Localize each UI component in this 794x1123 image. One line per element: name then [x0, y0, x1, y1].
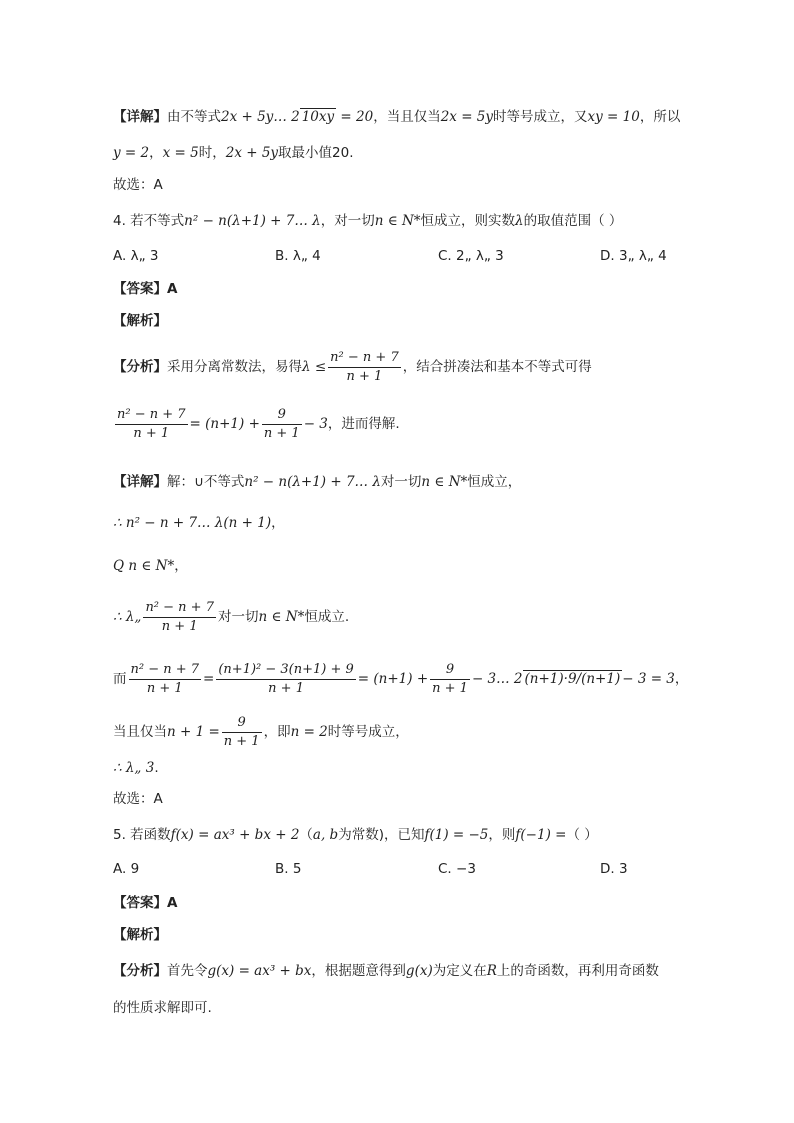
analysis-heading-4: 【解析】	[113, 313, 167, 329]
step-2: Q n ∈ N*，	[113, 558, 188, 574]
fraction: $\frac{\text{n² − n + 7}}{n + 1}$	[330, 349, 399, 384]
step-6: ∴ λ„ 3.	[113, 760, 159, 776]
q5-option-b: B. 5	[275, 861, 302, 877]
answer-5: 【答案】A	[113, 895, 178, 911]
analysis-4-line-1: 【分析】采用分离常数法，易得λ ≤ $\frac{\text{n² − n + 7}}{n + 1}$ ，结合拼凑法和基本不等式可得	[113, 349, 592, 384]
q4-option-b: B. λ„ 4	[275, 248, 321, 264]
fraction: $\frac{\text{n² − n + 7}}{n + 1}$	[117, 406, 186, 441]
q5-option-d: D. 3	[600, 861, 628, 877]
choose-line: 故选：A	[113, 177, 163, 193]
fraction: $\frac{9}{n + 1}$	[263, 406, 300, 441]
solution-line-2: y = 2，x = 5时，2x + 5y取最小值20.	[113, 145, 354, 161]
q4-option-a: A. λ„ 3	[113, 248, 159, 264]
analysis-5-line-2: 的性质求解即可.	[113, 1000, 212, 1016]
fraction: $\frac{\text{n² − n + 7}}{n + 1}$	[145, 599, 214, 634]
fraction: $\frac{9}{n + 1}$	[223, 714, 260, 749]
question-4: 4. 若不等式n² − n(λ+1) + 7… λ，对一切n ∈ N*恒成立，则实数λ的取值范围（ ）	[113, 213, 623, 229]
answer-4: 【答案】A	[113, 281, 178, 297]
step-1: ∴ n² − n + 7… λ(n + 1)，	[113, 515, 285, 531]
detail-4-line-1: 【详解】解：∪不等式n² − n(λ+1) + 7… λ对一切n ∈ N*恒成立，	[113, 474, 522, 490]
step-3: ∴ λ„ $\frac{\text{n² − n + 7}}{n + 1}$ 对一切n ∈ N*恒成立.	[113, 599, 350, 634]
analysis-heading-5: 【解析】	[113, 927, 167, 943]
choose-line-2: 故选：A	[113, 791, 163, 807]
analysis-4-line-2: $\frac{\text{n² − n + 7}}{n + 1}$ = (n+1) + $\frac{9}{n + 1}$ − 3，进而得解.	[117, 406, 400, 441]
q5-option-a: A. 9	[113, 861, 140, 877]
analysis-5-line-1: 【分析】首先令g(x) = ax³ + bx，根据题意得到g(x)为定义在R上的奇函数，再利用奇函数	[113, 963, 659, 979]
q5-option-c: C. −3	[438, 861, 476, 877]
fraction: $\frac{\text{n² − n + 7}}{n + 1}$	[130, 661, 200, 696]
q4-option-d: D. 3„ λ„ 4	[600, 248, 667, 264]
step-4: 而 $\frac{\text{n² − n + 7}}{n + 1}$ = $\frac{\text{(n+1)² − 3(n+1) + 9}}{n + 1}$ = (n+1) + $\frac{9}{n + 1}$ − 3… 2 (n+1)·9/(n+1) − 3 = 3，	[113, 661, 689, 696]
step-5: 当且仅当n + 1 = $\frac{9}{n + 1}$ ，即n = 2时等号成立，	[113, 714, 409, 749]
q4-option-c: C. 2„ λ„ 3	[438, 248, 504, 264]
fraction: $\frac{\text{(n+1)² − 3(n+1) + 9}}{n + 1}$	[218, 661, 354, 696]
fraction: $\frac{9}{n + 1}$	[432, 661, 468, 696]
solution-line-1: 【详解】由不等式2x + 5y… 2 10xy = 20，当且仅当2x = 5y时等号成立，又xy = 10，所以	[113, 109, 681, 125]
question-5: 5. 若函数f(x) = ax³ + bx + 2（a, b为常数)，已知f(1) = −5，则f(−1) =（ ）	[113, 827, 598, 843]
